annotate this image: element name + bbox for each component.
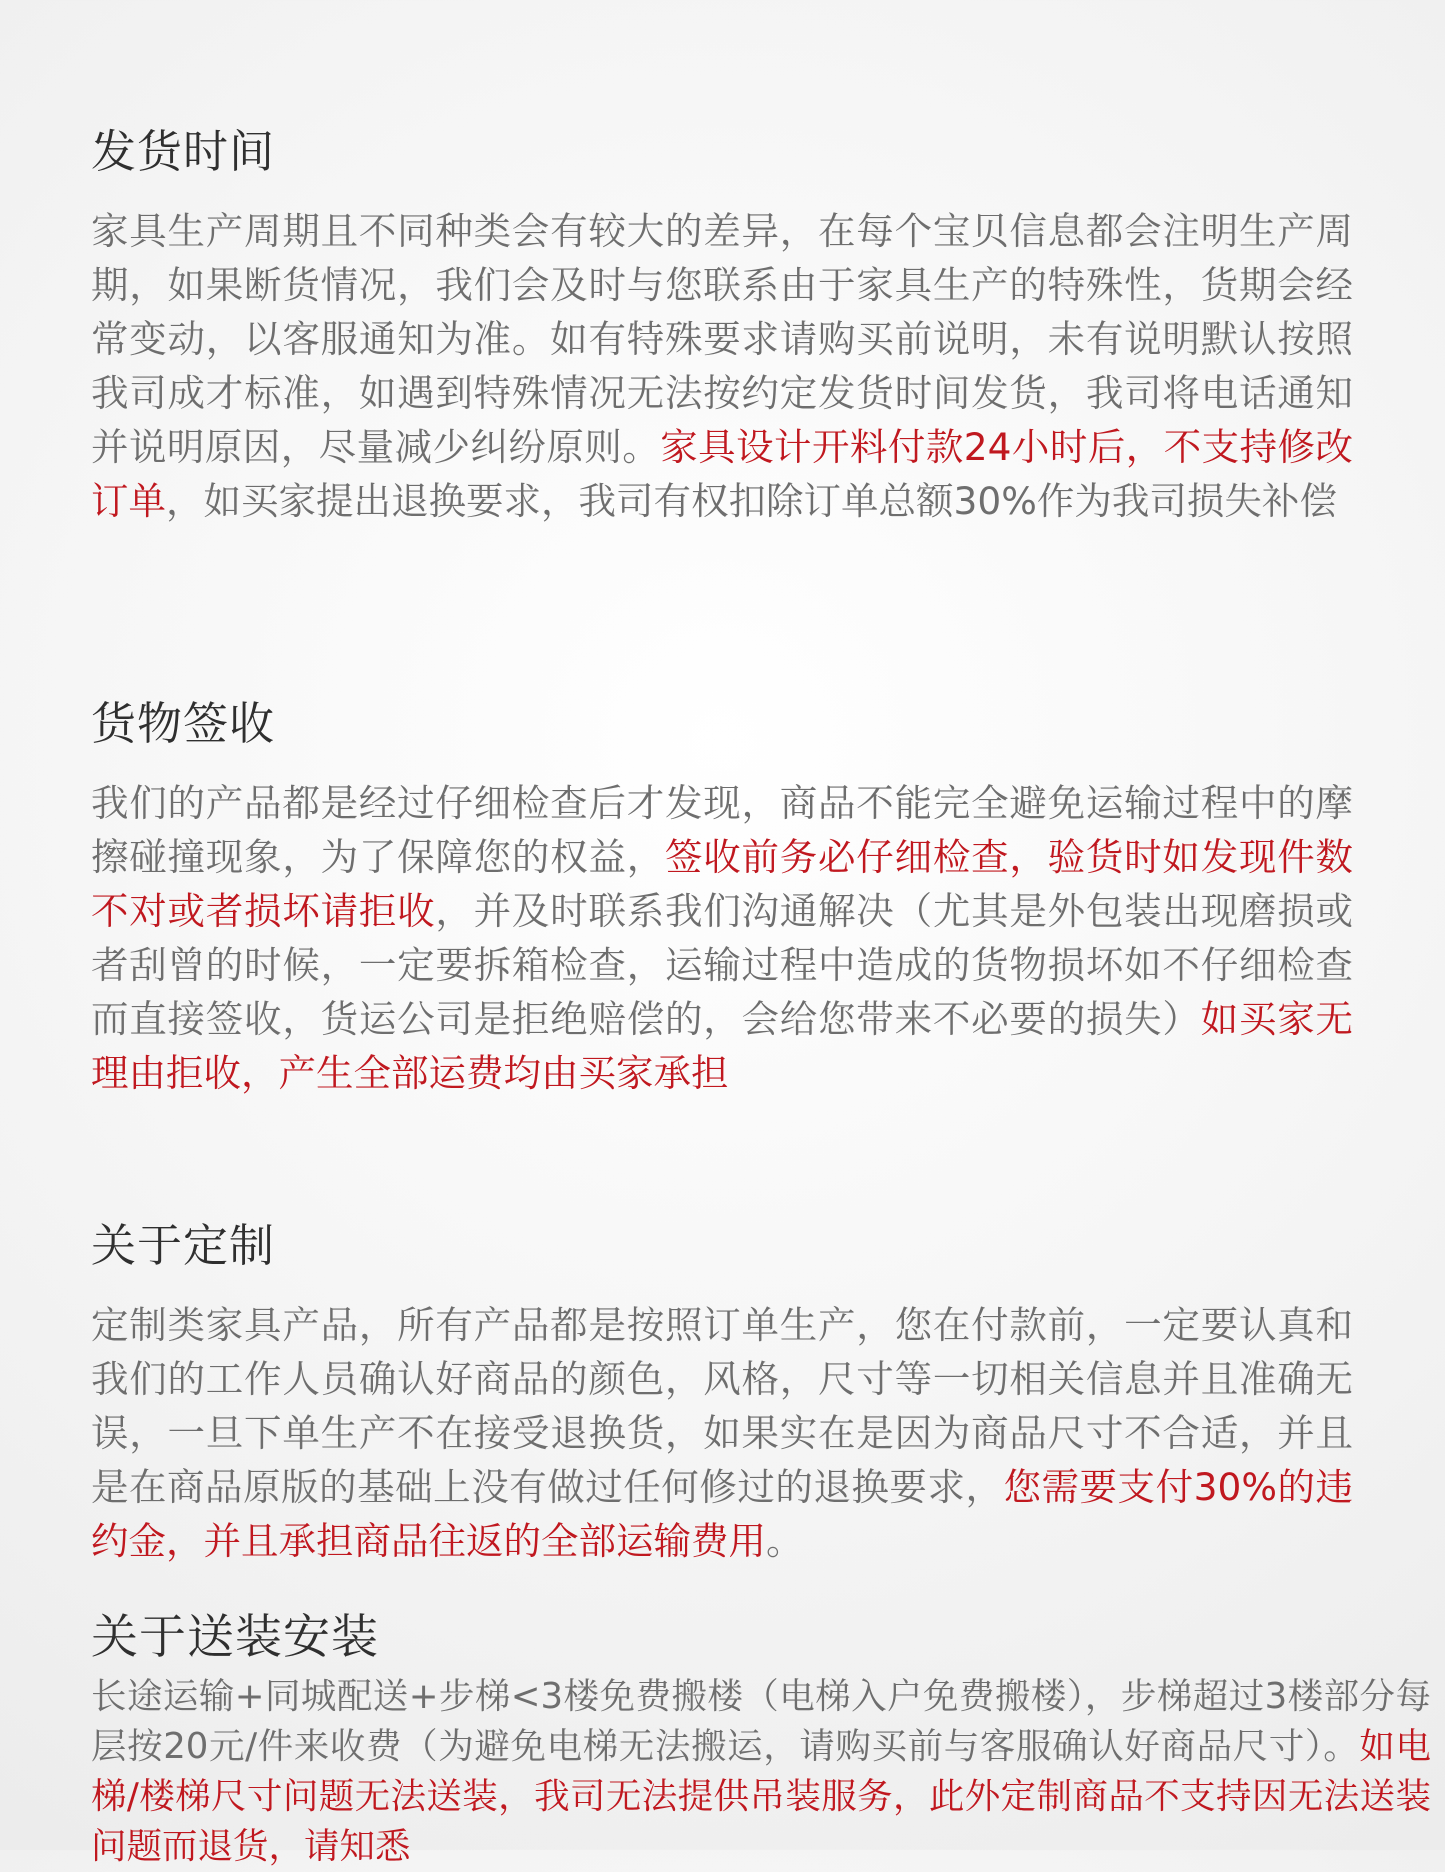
- receipt-text-1: 我们的产品都是经过仔细检查后才发现，商品不能完全避免运输过程中的摩擦碰撞现象，为了保障您的权益，: [91, 781, 1353, 879]
- goods-receipt-title: 货物签收: [91, 697, 276, 750]
- delivery-text-1: 长途运输+同城配送+步梯<3楼免费搬楼（电梯入户免费搬楼），步梯超过3楼部分每层按20元/件来收费（为避免电梯无法搬运，请购买前与客服确认好商品尺寸）。: [91, 1676, 1431, 1767]
- goods-receipt-section: [91, 694, 1353, 1100]
- delivery-highlight: 如电梯/楼梯尺寸问题无法送装，我司无法提供吊装服务，此外定制商品不支持因无法送装问题而退货，请知悉: [91, 1726, 1431, 1867]
- delivery-installation-section: [91, 1608, 1431, 1872]
- receipt-highlight-1: 签收前务必仔细检查，验货时如发现件数不对或者损坏请拒收: [91, 835, 1353, 933]
- shipping-time-section: [91, 122, 1353, 528]
- customization-body: [91, 1298, 1353, 1568]
- shipping-time-title: 发货时间: [91, 125, 276, 178]
- delivery-installation-title: 关于送装安装: [91, 1610, 379, 1665]
- shipping-text-2: ，如买家提出退换要求，我司有权扣除订单总额30%作为我司损失补偿: [166, 479, 1337, 523]
- goods-receipt-body: [91, 776, 1353, 1100]
- customization-title: 关于定制: [91, 1219, 276, 1272]
- delivery-installation-body: [91, 1672, 1431, 1872]
- shipping-time-body: [91, 204, 1353, 528]
- receipt-text-2: ，并及时联系我们沟通解决（尤其是外包装出现磨损或者刮曾的时候，一定要拆箱检查，运输过程中造成的货物损坏如不仔细检查而直接签收，货运公司是拒绝赔偿的，会给您带来不必要的损失）: [91, 889, 1353, 1041]
- custom-text-2: 。: [766, 1519, 804, 1563]
- custom-highlight: 您需要支付30%的违约金，并且承担商品往返的全部运输费用: [91, 1465, 1353, 1563]
- receipt-highlight-2: 如买家无理由拒收，产生全部运费均由买家承担: [91, 997, 1353, 1095]
- shipping-text-1: 家具生产周期且不同种类会有较大的差异，在每个宝贝信息都会注明生产周期，如果断货情况，我们会及时与您联系由于家具生产的特殊性，货期会经常变动，以客服通知为准。如有特殊要求请购买前说明，未有说明默认按照我司成才标准，如遇到特殊情况无法按约定发货时间发货，我司将电话通知并说明原因，尽量减少纠纷原则。: [91, 209, 1353, 469]
- custom-text-1: 定制类家具产品，所有产品都是按照订单生产，您在付款前，一定要认真和我们的工作人员确认好商品的颜色，风格，尺寸等一切相关信息并且准确无误，一旦下单生产不在接受退换货，如果实在是因为商品尺寸不合适，并且是在商品原版的基础上没有做过任何修过的退换要求，: [91, 1303, 1353, 1509]
- customization-section: [91, 1216, 1353, 1568]
- shipping-highlight: 家具设计开料付款24小时后，不支持修改订单: [91, 425, 1354, 523]
